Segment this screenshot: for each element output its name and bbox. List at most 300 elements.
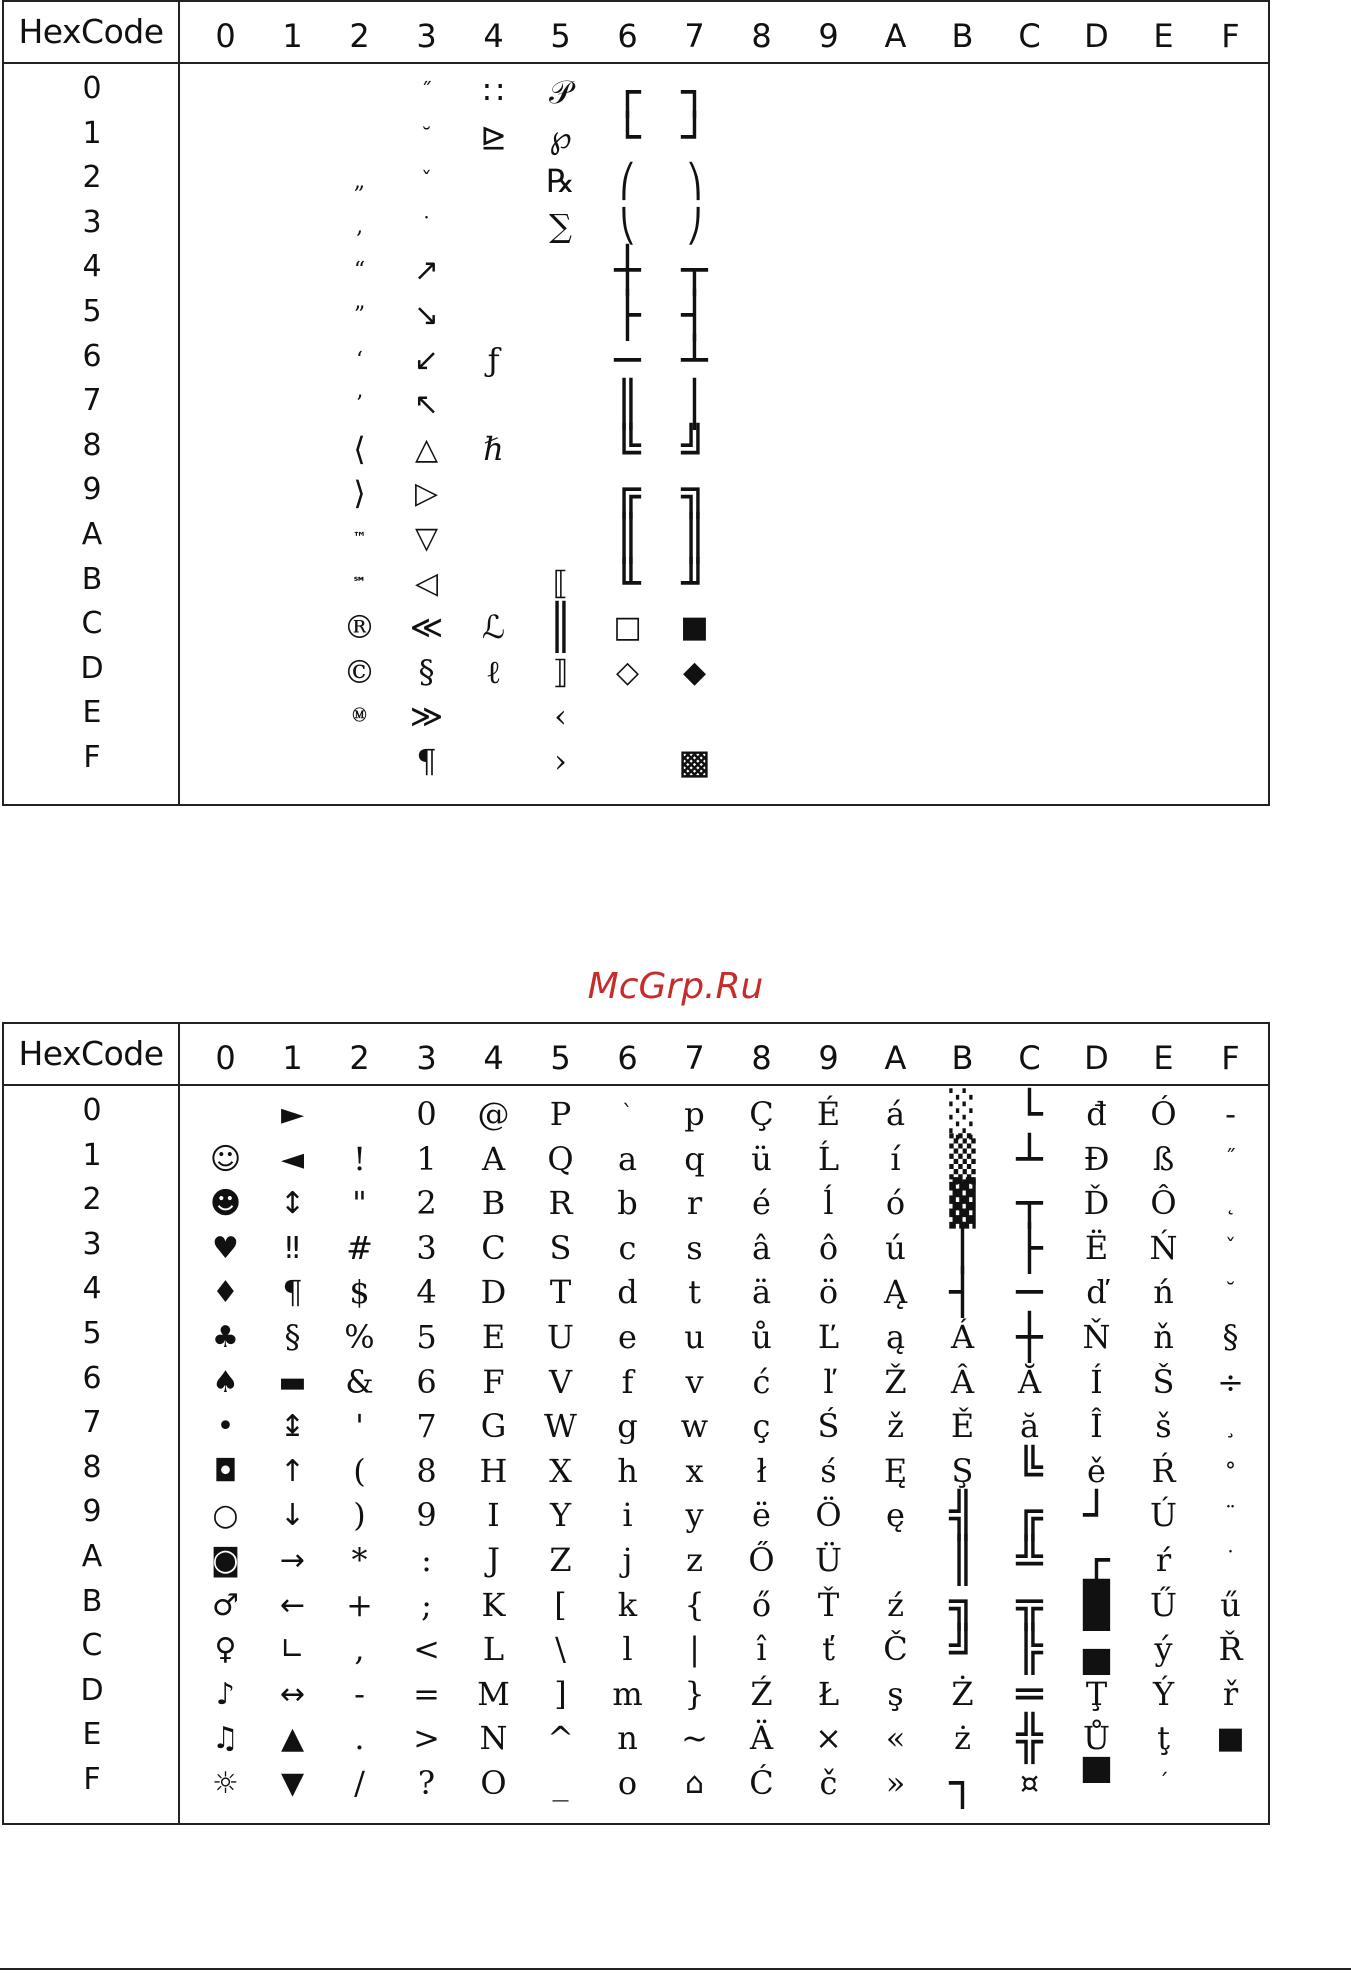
char-cell: ┬ bbox=[681, 245, 708, 297]
char-cell: G bbox=[480, 1407, 507, 1446]
char-cell: ⎛ bbox=[619, 162, 636, 201]
char-cell: - bbox=[354, 1674, 365, 1713]
char-cell: i bbox=[622, 1496, 633, 1535]
char-cell: y bbox=[685, 1496, 704, 1535]
char-cell: Č bbox=[883, 1630, 908, 1669]
char-cell: 3 bbox=[416, 1228, 437, 1267]
char-cell: ■ bbox=[1216, 1721, 1245, 1757]
column-header: 8 bbox=[751, 17, 772, 55]
char-cell: j bbox=[622, 1541, 633, 1579]
char-cell: Ŕ bbox=[1151, 1451, 1176, 1490]
char-cell: ¤ bbox=[1019, 1766, 1040, 1801]
char-cell: ^ bbox=[547, 1719, 574, 1758]
header-row bbox=[4, 1024, 1268, 1086]
char-cell: ╣ bbox=[949, 1490, 976, 1542]
char-cell: ┤ bbox=[949, 1267, 976, 1319]
char-cell: ♂ bbox=[212, 1587, 239, 1623]
char-cell: ┼ bbox=[614, 245, 641, 297]
char-cell: ž bbox=[887, 1407, 904, 1446]
char-cell: ⌂ bbox=[684, 1766, 705, 1801]
char-cell: ˙ bbox=[1225, 1548, 1236, 1573]
char-cell: ☻ bbox=[209, 1186, 242, 1222]
row-header: F bbox=[83, 1762, 101, 1797]
char-cell: ¶ bbox=[416, 742, 437, 780]
char-cell: Ä bbox=[749, 1719, 774, 1758]
row-header: 2 bbox=[82, 160, 102, 196]
char-cell: č bbox=[819, 1764, 838, 1802]
char-cell: R bbox=[548, 1184, 573, 1223]
char-cell: ╗ bbox=[681, 468, 708, 520]
column-header: 4 bbox=[483, 1039, 504, 1077]
char-cell: % bbox=[344, 1318, 375, 1356]
char-cell: ○ bbox=[212, 1498, 239, 1534]
char-cell: Ű bbox=[1150, 1585, 1177, 1624]
char-cell: ˙ bbox=[421, 213, 432, 239]
char-cell: ł bbox=[756, 1451, 767, 1490]
char-cell: Î bbox=[1090, 1407, 1103, 1446]
column-header: F bbox=[1221, 17, 1240, 55]
char-cell: © bbox=[343, 652, 376, 691]
char-cell: * bbox=[351, 1541, 368, 1579]
char-cell: X bbox=[549, 1451, 572, 1490]
row-header: 7 bbox=[82, 1405, 102, 1441]
char-cell: ] bbox=[554, 1674, 567, 1713]
char-cell: ┼ bbox=[1016, 1312, 1043, 1363]
char-cell: ↗ bbox=[413, 253, 440, 289]
char-cell: ç bbox=[752, 1407, 771, 1446]
char-cell: ° bbox=[1225, 1458, 1236, 1484]
char-cell: á bbox=[885, 1095, 906, 1133]
char-cell: Í bbox=[1090, 1362, 1103, 1401]
char-cell: + bbox=[346, 1585, 373, 1624]
hexcode-label: HexCode bbox=[4, 1024, 180, 1084]
char-cell: ┬ bbox=[1016, 1178, 1043, 1230]
char-cell: ű bbox=[1220, 1585, 1241, 1624]
char-cell: « bbox=[885, 1719, 906, 1758]
char-cell: n bbox=[617, 1719, 638, 1758]
char-cell: ˝ bbox=[421, 80, 432, 105]
char-cell: & bbox=[345, 1362, 374, 1401]
char-cell: ‚ bbox=[356, 213, 363, 239]
char-cell: W bbox=[544, 1407, 577, 1446]
char-cell: U bbox=[547, 1318, 574, 1356]
column-header: 0 bbox=[215, 17, 236, 55]
char-cell: □ bbox=[613, 610, 642, 646]
char-cell: ▓ bbox=[949, 1178, 976, 1230]
row-header: 3 bbox=[82, 204, 102, 240]
row-header: C bbox=[81, 1628, 103, 1664]
char-cell: ü bbox=[751, 1139, 772, 1178]
char-cell: _ bbox=[552, 1764, 569, 1802]
char-cell: ♀ bbox=[214, 1632, 237, 1668]
char-cell: a bbox=[617, 1139, 638, 1178]
char-cell: ■ bbox=[680, 610, 709, 646]
row-header: F bbox=[83, 740, 101, 775]
char-cell: 5 bbox=[416, 1318, 437, 1356]
char-cell: ß bbox=[1152, 1139, 1175, 1178]
char-cell: f bbox=[621, 1362, 634, 1401]
char-cell: # bbox=[346, 1228, 373, 1267]
char-cell: K bbox=[481, 1585, 506, 1624]
column-header: 7 bbox=[684, 17, 705, 55]
char-cell: ⟩ bbox=[353, 474, 366, 513]
char-cell: ▼ bbox=[280, 1766, 305, 1801]
char-cell: ⎝ bbox=[619, 206, 636, 245]
row-header: 1 bbox=[82, 1137, 102, 1173]
char-cell: ♠ bbox=[212, 1364, 239, 1400]
char-cell: [ bbox=[554, 1585, 567, 1624]
char-cell: ÷ bbox=[1217, 1362, 1244, 1401]
char-cell: s bbox=[686, 1228, 703, 1267]
char-cell: ⟦ bbox=[552, 563, 569, 602]
char-cell: Ď bbox=[1083, 1184, 1110, 1223]
char-cell: ´ bbox=[1158, 1771, 1169, 1796]
row-header: 4 bbox=[82, 1271, 102, 1307]
char-cell: ę bbox=[886, 1496, 905, 1535]
char-cell: ⎠ bbox=[686, 206, 703, 245]
column-header: 8 bbox=[751, 1039, 772, 1077]
char-cell: r bbox=[686, 1184, 703, 1223]
char-cell: Ë bbox=[1084, 1228, 1109, 1267]
char-cell: 4 bbox=[416, 1273, 437, 1312]
char-cell: b bbox=[617, 1184, 638, 1223]
char-cell: | bbox=[689, 1630, 700, 1669]
char-cell: ⎞ bbox=[686, 162, 703, 201]
char-cell: ╔ bbox=[614, 468, 641, 520]
char-cell: ╦ bbox=[1016, 1579, 1043, 1631]
char-cell: ˝ bbox=[1225, 1146, 1236, 1172]
char-cell: P bbox=[549, 1095, 572, 1133]
char-cell: ö bbox=[818, 1273, 839, 1312]
char-cell: ý bbox=[1154, 1630, 1173, 1669]
char-cell: ║ bbox=[547, 602, 574, 654]
row-header: 1 bbox=[82, 115, 102, 151]
char-cell: 6 bbox=[416, 1362, 437, 1401]
char-cell: D bbox=[480, 1273, 507, 1312]
char-cell: x bbox=[685, 1451, 704, 1490]
char-cell: ▽ bbox=[414, 521, 439, 556]
row-header: 2 bbox=[82, 1182, 102, 1218]
char-cell: ˘ bbox=[421, 124, 432, 150]
char-cell: ć bbox=[752, 1362, 771, 1401]
char-cell: ˇ bbox=[1225, 1235, 1236, 1261]
char-cell: l bbox=[622, 1630, 633, 1669]
char-cell: é bbox=[752, 1184, 771, 1223]
char-cell: ☼ bbox=[212, 1766, 239, 1801]
char-cell: ↓ bbox=[279, 1498, 306, 1534]
char-cell: 0 bbox=[416, 1095, 437, 1133]
column-header: 1 bbox=[282, 17, 303, 55]
column-header: B bbox=[951, 17, 974, 55]
char-cell: Ľ bbox=[817, 1318, 840, 1356]
column-header: 3 bbox=[416, 17, 437, 55]
char-cell: ℘ bbox=[549, 117, 572, 156]
column-header: B bbox=[951, 1039, 974, 1077]
char-cell: 8 bbox=[416, 1451, 437, 1490]
char-cell: ◆ bbox=[682, 654, 707, 690]
char-cell: , bbox=[354, 1630, 365, 1669]
char-cell: ◇ bbox=[615, 654, 640, 690]
char-cell: C bbox=[481, 1228, 506, 1267]
char-cell: Ń bbox=[1149, 1228, 1178, 1267]
row-header: 8 bbox=[82, 427, 102, 463]
char-cell: ├ bbox=[614, 290, 641, 341]
char-cell: § bbox=[1222, 1318, 1239, 1356]
char-cell: Â bbox=[950, 1362, 975, 1401]
row-header: 9 bbox=[82, 472, 102, 508]
char-cell: ▩ bbox=[681, 736, 708, 787]
char-cell: ║ bbox=[681, 513, 708, 564]
char-cell: B bbox=[481, 1184, 506, 1223]
char-cell: : bbox=[421, 1541, 432, 1579]
char-cell: ∑ bbox=[549, 206, 572, 245]
char-cell: ╙ bbox=[614, 557, 641, 609]
char-cell: ↨ bbox=[279, 1409, 306, 1445]
watermark: McGrp.Ru bbox=[587, 966, 764, 1007]
char-cell: / bbox=[354, 1764, 365, 1802]
char-cell: ƒ bbox=[487, 340, 500, 379]
char-cell: A bbox=[481, 1139, 506, 1178]
column-header: 6 bbox=[617, 1039, 638, 1077]
char-cell: ? bbox=[417, 1764, 436, 1802]
char-cell: Ş bbox=[951, 1451, 974, 1490]
char-cell: ↘ bbox=[413, 298, 440, 333]
char-cell: █ bbox=[1083, 1579, 1110, 1631]
char-cell: ◄ bbox=[280, 1141, 305, 1177]
char-cell: Ň bbox=[1082, 1318, 1111, 1356]
char-cell: ä bbox=[751, 1273, 772, 1312]
char-cell: ╬ bbox=[1016, 1713, 1043, 1765]
char-cell: T bbox=[549, 1273, 572, 1312]
row-header: E bbox=[82, 1717, 102, 1753]
char-cell: ) bbox=[353, 1496, 366, 1535]
char-cell: E bbox=[481, 1318, 506, 1356]
char-cell: ▄ bbox=[1083, 1624, 1110, 1676]
char-cell: í bbox=[890, 1139, 901, 1178]
char-cell: î bbox=[756, 1630, 767, 1669]
row-header: 6 bbox=[82, 1360, 102, 1396]
char-cell: ‹ bbox=[554, 697, 567, 736]
column-header: 2 bbox=[349, 17, 370, 55]
char-cell: ◘ bbox=[213, 1453, 238, 1489]
char-cell: “ bbox=[353, 258, 366, 284]
row-header: 0 bbox=[82, 1093, 102, 1128]
char-cell: q bbox=[684, 1139, 705, 1178]
char-cell: Ô bbox=[1150, 1184, 1177, 1223]
char-cell: ¨ bbox=[1225, 1503, 1236, 1529]
char-cell: ↕ bbox=[279, 1186, 306, 1222]
char-cell: Ó bbox=[1150, 1095, 1177, 1133]
column-header: 9 bbox=[818, 1039, 839, 1077]
char-cell: ♫ bbox=[212, 1721, 239, 1757]
char-cell: g bbox=[617, 1407, 638, 1446]
char-cell: ╜ bbox=[681, 557, 708, 609]
char-cell: 2 bbox=[416, 1184, 437, 1223]
char-cell: • bbox=[216, 1409, 235, 1445]
char-cell: ě bbox=[1087, 1451, 1106, 1490]
char-cell: ô bbox=[818, 1228, 839, 1267]
char-cell: ň bbox=[1153, 1318, 1174, 1356]
char-cell: < bbox=[413, 1630, 440, 1669]
char-cell: . bbox=[354, 1719, 365, 1758]
char-cell: │ bbox=[681, 379, 708, 431]
row-header: E bbox=[82, 695, 102, 731]
char-cell: ▷ bbox=[414, 476, 439, 512]
char-cell: Ĺ bbox=[817, 1139, 840, 1178]
char-cell: ť bbox=[822, 1630, 835, 1669]
char-cell: ♥ bbox=[212, 1230, 239, 1266]
char-cell: ő bbox=[751, 1585, 772, 1624]
char-cell: ☺ bbox=[209, 1141, 242, 1177]
char-cell: ’ bbox=[356, 392, 363, 418]
char-cell: Ž bbox=[884, 1362, 907, 1401]
char-cell: │ bbox=[949, 1222, 976, 1274]
row-header: 8 bbox=[82, 1449, 102, 1485]
header-row bbox=[4, 2, 1268, 64]
char-cell: Ç bbox=[749, 1095, 774, 1133]
char-cell: ↔ bbox=[279, 1676, 306, 1712]
char-cell: @ bbox=[477, 1095, 510, 1133]
char-cell: ∷ bbox=[483, 73, 504, 111]
row-header: 9 bbox=[82, 1494, 102, 1530]
char-cell: Ă bbox=[1017, 1362, 1042, 1401]
char-cell: ś bbox=[820, 1451, 837, 1490]
char-cell: ┴ bbox=[1016, 1133, 1043, 1185]
column-header: 7 bbox=[684, 1039, 705, 1077]
char-cell: ≫ bbox=[409, 697, 444, 736]
column-header: 1 bbox=[282, 1039, 303, 1077]
char-cell: › bbox=[554, 742, 567, 780]
char-cell: N bbox=[479, 1719, 508, 1758]
char-cell: ℒ bbox=[481, 608, 506, 647]
char-cell: o bbox=[617, 1764, 638, 1802]
char-cell: ┘ bbox=[681, 111, 708, 163]
char-cell: ║ bbox=[614, 513, 641, 564]
char-cell: ┴ bbox=[681, 334, 708, 386]
char-cell: ˛ bbox=[1225, 1191, 1236, 1217]
char-cell: ” bbox=[353, 303, 366, 328]
code-table-1 bbox=[2, 0, 1270, 806]
char-cell: đ bbox=[1086, 1095, 1107, 1133]
char-cell: ® bbox=[343, 608, 376, 647]
char-cell: Ü bbox=[815, 1541, 842, 1579]
char-cell: ┐ bbox=[949, 1758, 976, 1809]
char-cell: S bbox=[549, 1228, 572, 1267]
char-cell: Ć bbox=[749, 1764, 774, 1802]
column-header: C bbox=[1018, 1039, 1041, 1077]
char-cell: d bbox=[617, 1273, 638, 1312]
char-cell: m bbox=[612, 1674, 643, 1713]
char-cell: ← bbox=[279, 1587, 306, 1623]
char-cell: - bbox=[1225, 1095, 1236, 1133]
row-header: 3 bbox=[82, 1226, 102, 1262]
char-cell: Ⓜ bbox=[352, 708, 367, 725]
row-label-column bbox=[4, 62, 180, 804]
char-cell: ℏ bbox=[483, 429, 504, 468]
char-cell: š bbox=[1155, 1407, 1172, 1446]
char-cell: △ bbox=[414, 431, 439, 467]
char-cell: ≪ bbox=[409, 608, 444, 647]
column-header: A bbox=[884, 1039, 907, 1077]
char-cell: H bbox=[479, 1451, 508, 1490]
row-header: 5 bbox=[82, 1316, 102, 1351]
char-cell: Ł bbox=[817, 1674, 840, 1713]
char-cell: z bbox=[686, 1541, 703, 1579]
char-cell: » bbox=[885, 1764, 906, 1802]
char-cell: Ż bbox=[951, 1674, 974, 1713]
char-cell: ╚ bbox=[1016, 1445, 1043, 1497]
char-cell: } bbox=[684, 1674, 705, 1713]
column-header: 9 bbox=[818, 17, 839, 55]
row-header: B bbox=[81, 561, 103, 597]
column-header: 5 bbox=[550, 17, 571, 55]
char-cell: ┐ bbox=[681, 67, 708, 118]
char-cell: └ bbox=[614, 111, 641, 163]
char-cell: Ö bbox=[815, 1496, 842, 1535]
char-cell: ˇ bbox=[421, 169, 432, 195]
char-cell: ─ bbox=[1016, 1267, 1043, 1319]
char-cell: ─ bbox=[614, 334, 641, 386]
column-header: 6 bbox=[617, 17, 638, 55]
char-cell: p bbox=[684, 1095, 705, 1133]
char-cell: J bbox=[487, 1541, 500, 1579]
column-header: E bbox=[1153, 1039, 1174, 1077]
char-cell: ℞ bbox=[546, 162, 575, 201]
char-cell: ▀ bbox=[1083, 1758, 1110, 1809]
char-cell: â bbox=[751, 1228, 772, 1267]
char-cell: 𝒫 bbox=[548, 73, 573, 111]
char-cell: → bbox=[279, 1543, 306, 1578]
char-cell: ↖ bbox=[413, 387, 440, 423]
char-cell: ♦ bbox=[212, 1275, 239, 1311]
char-cell: I bbox=[487, 1496, 500, 1535]
char-cell: ║ bbox=[614, 379, 641, 431]
char-cell: 7 bbox=[416, 1407, 437, 1446]
char-cell: ! bbox=[353, 1139, 366, 1178]
char-cell: Ś bbox=[817, 1407, 840, 1446]
char-cell: ' bbox=[355, 1407, 364, 1446]
char-cell: § bbox=[418, 652, 435, 691]
column-header: 0 bbox=[215, 1039, 236, 1077]
char-cell: ╠ bbox=[1016, 1624, 1043, 1676]
char-cell: { bbox=[684, 1585, 705, 1624]
char-cell: F bbox=[482, 1362, 505, 1401]
char-cell: ↙ bbox=[413, 342, 440, 378]
char-cell: ╗ bbox=[949, 1579, 976, 1631]
char-cell: ó bbox=[885, 1184, 906, 1223]
char-cell: = bbox=[413, 1674, 440, 1713]
char-cell: ┤ bbox=[681, 290, 708, 341]
char-cell: $ bbox=[349, 1273, 370, 1312]
column-header: A bbox=[884, 17, 907, 55]
char-cell: Ţ bbox=[1085, 1674, 1108, 1713]
char-cell: Ě bbox=[950, 1407, 975, 1446]
row-header: 7 bbox=[82, 383, 102, 419]
char-cell: ™ bbox=[352, 530, 367, 546]
char-cell: ¶ bbox=[282, 1273, 303, 1312]
hexcode-label: HexCode bbox=[4, 2, 180, 62]
char-cell: M bbox=[477, 1674, 510, 1713]
row-header: 5 bbox=[82, 294, 102, 329]
char-cell: ú bbox=[885, 1228, 906, 1267]
char-cell: ŕ bbox=[1155, 1541, 1172, 1579]
char-cell: ╩ bbox=[1016, 1535, 1043, 1586]
row-header: B bbox=[81, 1583, 103, 1619]
char-cell: ║ bbox=[949, 1535, 976, 1586]
char-cell: ĺ bbox=[823, 1184, 834, 1223]
char-cell: Ő bbox=[748, 1541, 775, 1579]
column-header: C bbox=[1018, 17, 1041, 55]
